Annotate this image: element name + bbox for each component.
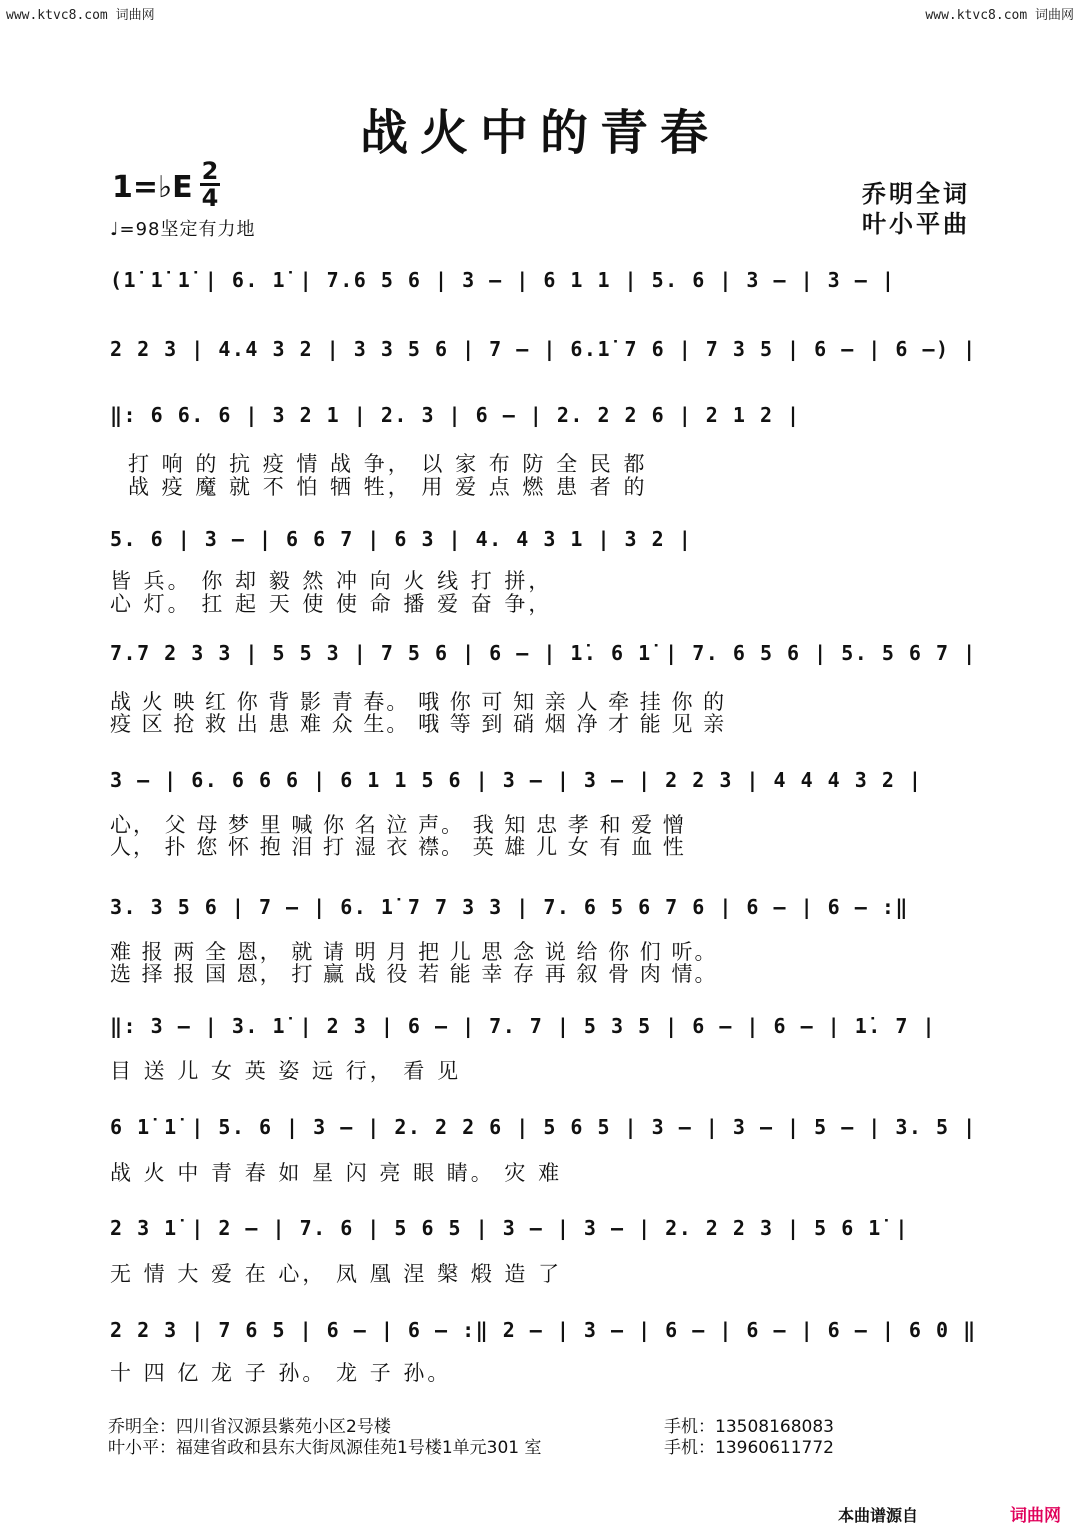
- lyric-line-7b: 选 择 报 国 恩， 打 赢 战 役 若 能 幸 存 再 叙 骨 肉 情。: [110, 962, 718, 986]
- lyricist-credit: 乔明全词: [862, 180, 970, 208]
- time-sig-top: 2: [201, 157, 219, 185]
- music-line-10: 2 3 1̇ | 2 – | 7. 6 | 5 6 5 | 3 – | 3 – | 2. 2 2 3 | 5 6 1̇ |: [110, 1216, 909, 1240]
- site-badge[interactable]: 词曲网: [1010, 1506, 1061, 1526]
- key-signature: 1=♭E: [112, 170, 193, 205]
- lyric-line-11: 十 四 亿 龙 子 孙。 龙 子 孙。: [110, 1361, 452, 1385]
- music-line-6: 3 – | 6. 6 6 6 | 6 1 1 5 6 | 3 – | 3 – | 2 2 3 | 4 4 4 3 2 |: [110, 768, 923, 792]
- tempo-marking: ♩=98坚定有力地: [110, 219, 256, 240]
- music-line-3: ‖: 6 6. 6 | 3 2 1 | 2. 3 | 6 – | 2. 2 2 6 | 2 1 2 |: [110, 403, 801, 427]
- time-signature: [200, 157, 220, 212]
- music-line-4: 5. 6 | 3 – | 6 6 7 | 6 3 | 4. 4 3 1 | 3 2 |: [110, 527, 693, 551]
- lyric-line-7a: 难 报 两 全 恩， 就 请 明 月 把 儿 思 念 说 给 你 们 听。: [110, 940, 718, 964]
- time-sig-bottom: 4: [201, 184, 219, 212]
- music-line-8: ‖: 3 – | 3. 1̇ | 2 3 | 6 – | 7. 7 | 5 3 5 | 6 – | 6 – | 1̇. 7 |: [110, 1014, 937, 1038]
- footer-contact-1: 乔明全：四川省汉源县紫苑小区2号楼: [108, 1417, 391, 1437]
- music-line-2: 2 2 3 | 4.4 3 2 | 3 3 5 6 | 7 – | 6.1̇ 7 6 | 7 3 5 | 6 – | 6 –) |: [110, 337, 977, 361]
- lyric-line-3a: 打 响 的 抗 疫 情 战 争， 以 家 布 防 全 民 都: [128, 452, 648, 476]
- footer-phone-1: 手机：13508168083: [664, 1417, 834, 1437]
- lyric-line-4b: 心 灯。 扛 起 天 使 使 命 播 爱 奋 争，: [110, 592, 553, 616]
- lyric-line-8: 目 送 儿 女 英 姿 远 行， 看 见: [110, 1059, 462, 1083]
- lyric-line-6a: 心， 父 母 梦 里 喊 你 名 泣 声。 我 知 忠 孝 和 爱 憎: [110, 813, 686, 837]
- music-line-5: 7.7 2 3 3 | 5 5 3 | 7 5 6 | 6 – | 1̇. 6 1̇ | 7. 6 5 6 | 5. 5 6 7 |: [110, 641, 977, 665]
- watermark-right: www.ktvc8.com 词曲网: [925, 8, 1074, 23]
- song-title: 战火中的青春: [359, 105, 720, 161]
- lyric-line-5b: 疫 区 抢 救 出 患 难 众 生。 哦 等 到 硝 烟 净 才 能 见 亲: [110, 712, 727, 736]
- music-line-7: 3. 3 5 6 | 7 – | 6. 1̇ 7 7 3 3 | 7. 6 5 6 7 6 | 6 – | 6 – :‖: [110, 895, 909, 919]
- lyric-line-10: 无 情 大 爱 在 心， 凤 凰 涅 槃 煅 造 了: [110, 1262, 563, 1286]
- footer-contact-2: 叶小平：福建省政和县东大街凤源佳苑1号楼1单元301 室: [108, 1438, 542, 1458]
- source-label: 本曲谱源自: [838, 1506, 919, 1525]
- music-line-11: 2 2 3 | 7 6 5 | 6 – | 6 – :‖ 2 – | 3 – | 6 – | 6 – | 6 – | 6 0 ‖: [110, 1318, 977, 1342]
- lyric-line-3b: 战 疫 魔 就 不 怕 牺 牲， 用 爱 点 燃 患 者 的: [128, 475, 648, 499]
- lyric-line-6b: 人， 扑 您 怀 抱 泪 打 湿 衣 襟。 英 雄 儿 女 有 血 性: [110, 835, 686, 859]
- watermark-left: www.ktvc8.com 词曲网: [6, 8, 155, 23]
- lyric-line-9: 战 火 中 青 春 如 星 闪 亮 眼 睛。 灾 难: [110, 1161, 563, 1185]
- lyric-line-5a: 战 火 映 红 你 背 影 青 春。 哦 你 可 知 亲 人 牵 挂 你 的: [110, 690, 727, 714]
- music-line-9: 6 1̇ 1̇ | 5. 6 | 3 – | 2. 2 2 6 | 5 6 5 | 3 – | 3 – | 5 – | 3. 5 |: [110, 1115, 977, 1139]
- music-line-1: (1̇ 1̇ 1̇ | 6. 1̇ | 7.6 5 6 | 3 – | 6 1 1 | 5. 6 | 3 – | 3 – |: [110, 268, 896, 292]
- lyric-line-4a: 皆 兵。 你 却 毅 然 冲 向 火 线 打 拼，: [110, 569, 553, 593]
- composer-credit: 叶小平曲: [862, 210, 970, 238]
- footer-phone-2: 手机：13960611772: [664, 1438, 834, 1458]
